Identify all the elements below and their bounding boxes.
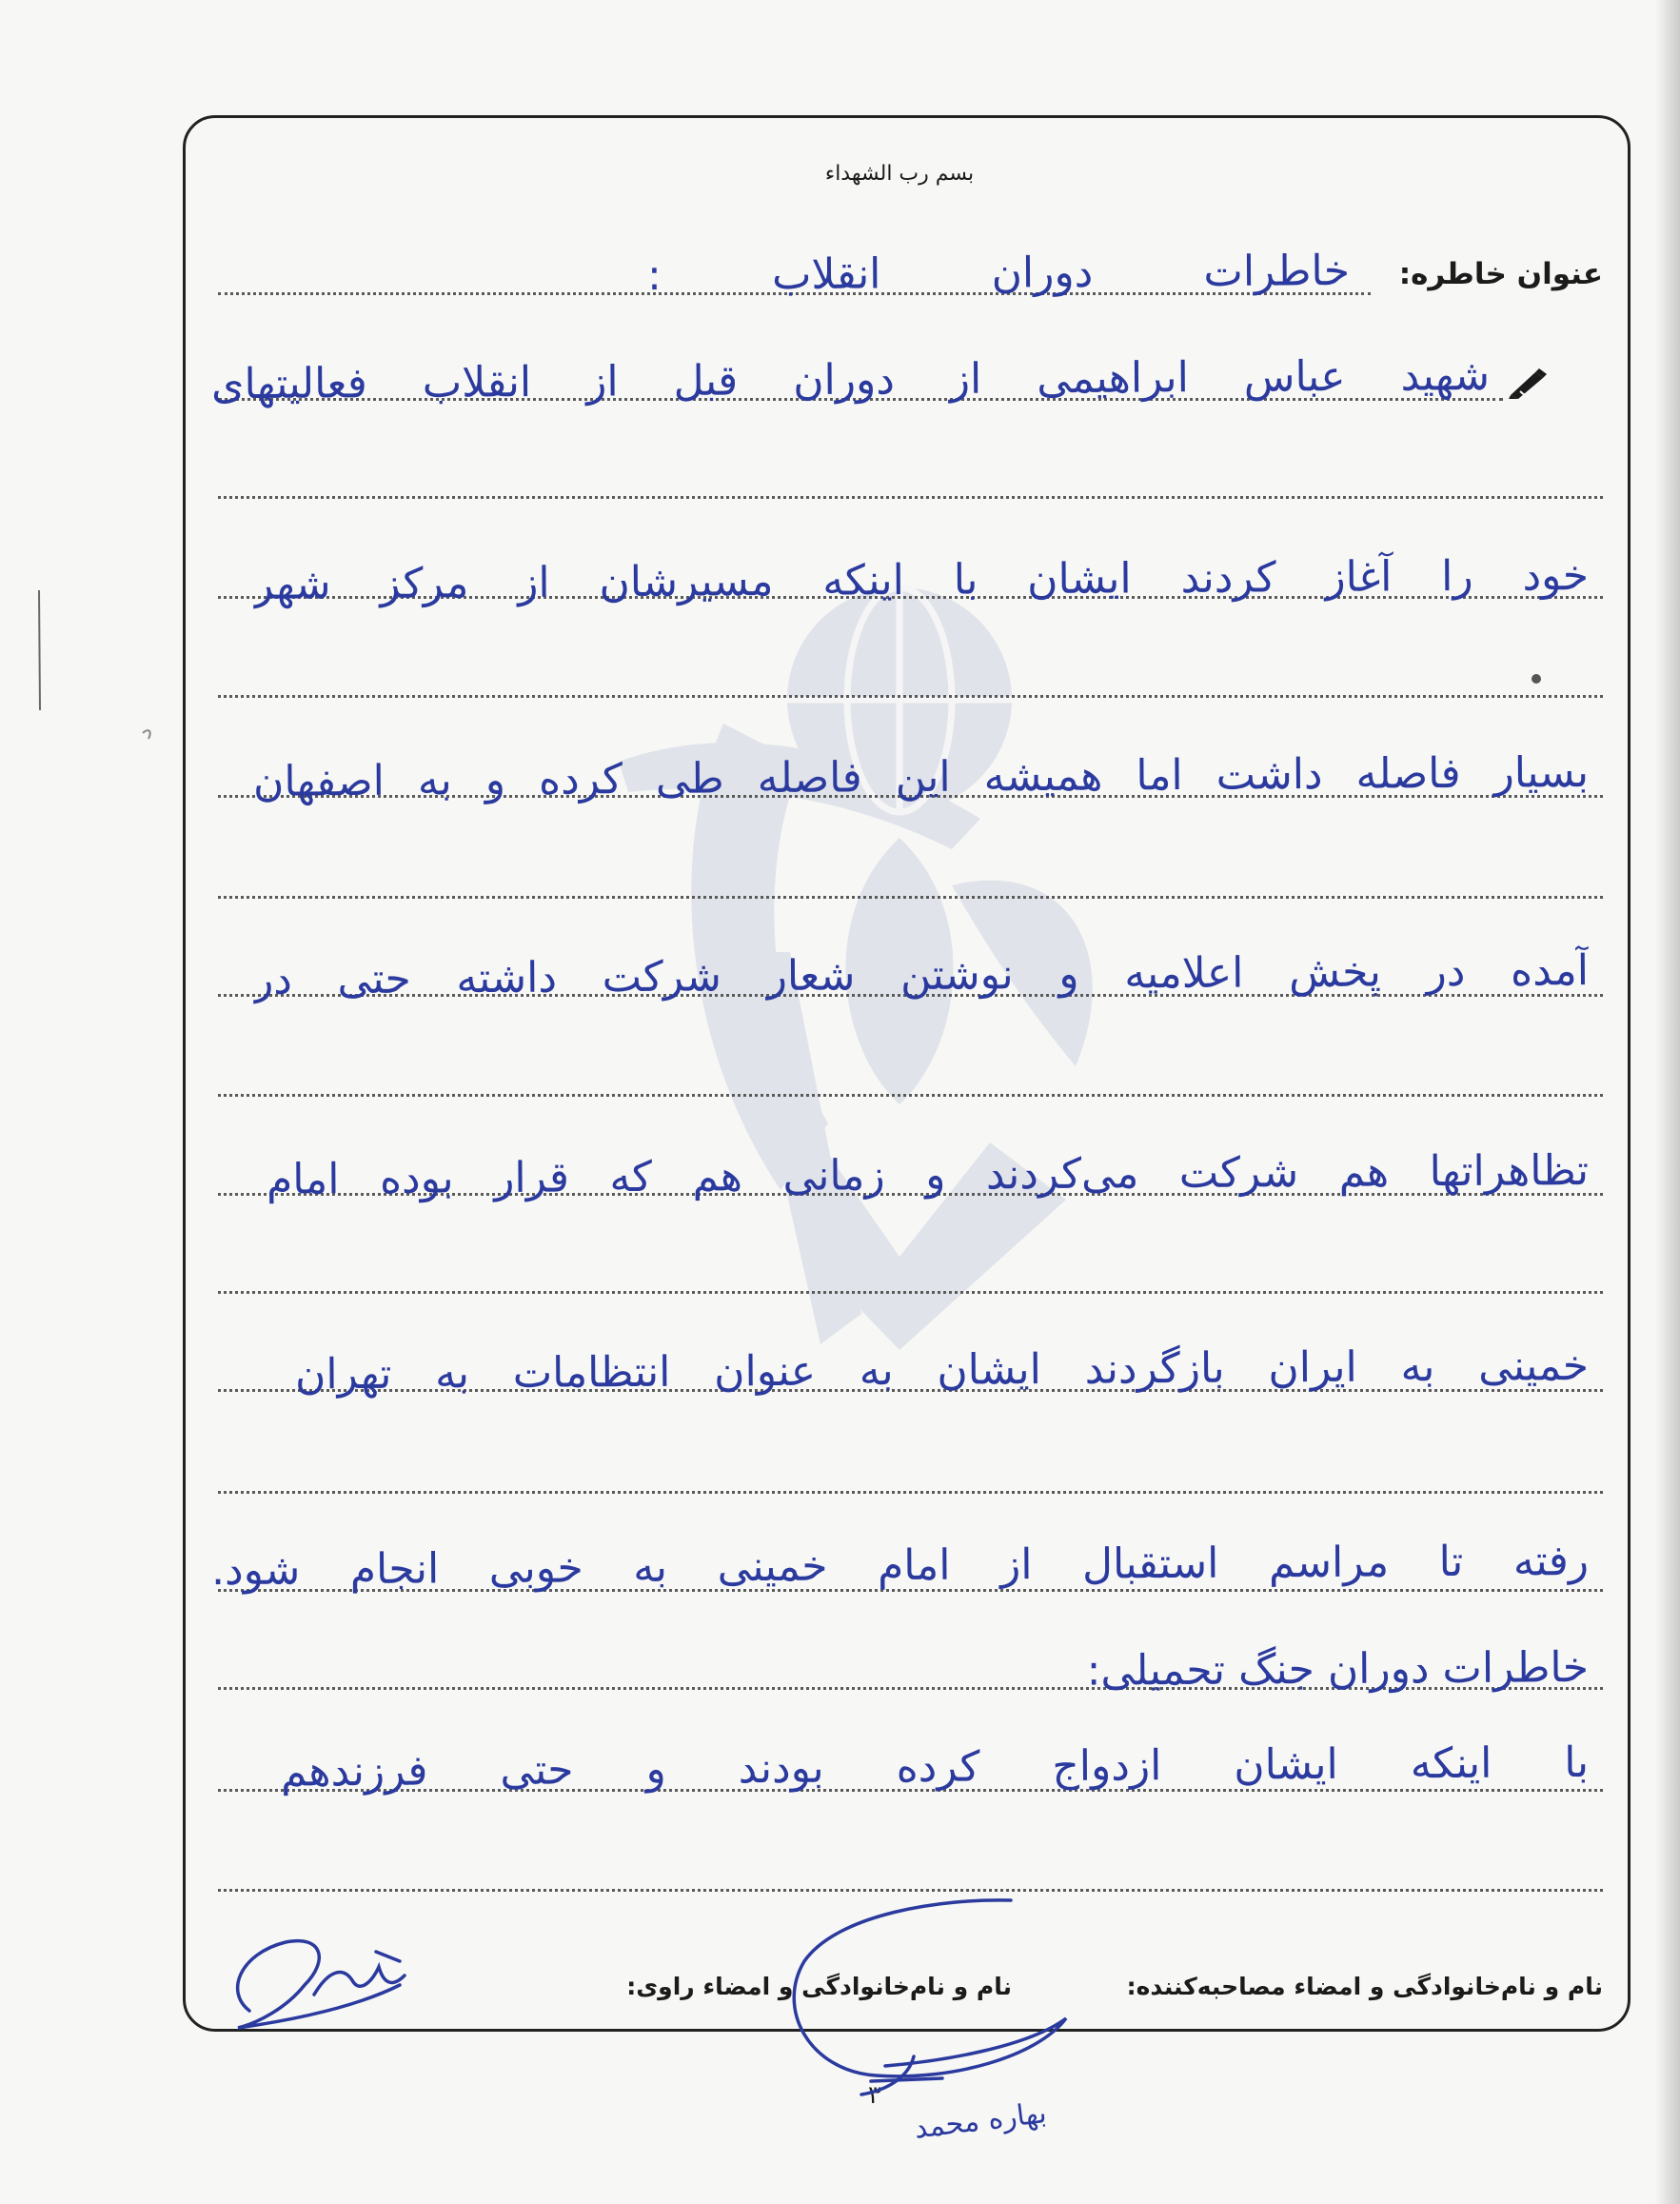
dotted-line [218, 695, 1603, 698]
dotted-line [218, 1491, 1603, 1494]
interviewer-signature-label: نام و نام‌خانوادگی و امضاء مصاحبه‌کننده: [1126, 1973, 1603, 2000]
form-header: بسم رب الشهداء [824, 162, 975, 186]
handwritten-line: آمده در پخش اعلامیه و نوشتن شعار شرکت داشته حتی در [252, 946, 1590, 1004]
handwritten-line: تظاهراتها هم شرکت می‌کردند و زمانی هم که قرار بوده امام [266, 1146, 1590, 1204]
pen-icon [1507, 367, 1549, 401]
handwritten-line: بسیار فاصله داشت اما همیشه این فاصله طی کرده و به اصفهان [252, 748, 1590, 806]
dotted-line [218, 896, 1603, 899]
handwritten-footer-note: بهاره محمد [912, 2095, 1049, 2146]
handwritten-line: شهید عباس ابراهیمی از دوران قبل از انقلاب فعالیتهای [210, 351, 1491, 409]
dotted-line [218, 1889, 1603, 1892]
handwritten-subtitle: خاطرات دوران جنگ تحمیلی: [1086, 1643, 1590, 1696]
handwritten-line: خود را آغاز کردند ایشان با اینکه مسیرشان از مرکز شهر [252, 551, 1590, 609]
handwritten-title: خاطرات دوران انقلاب : [646, 247, 1351, 301]
narrator-signature-label: نام و نام‌خانوادگی و امضاء راوی: [626, 1973, 1012, 2000]
scan-edge-shadow [1655, 0, 1680, 2204]
handwritten-line: خمینی به ایران بازگردند ایشان به عنوان انتظامات به تهران [294, 1341, 1590, 1400]
dotted-line [218, 496, 1603, 499]
page-number: ۳ [868, 2081, 881, 2110]
handwritten-line: با اینکه ایشان ازدواج کرده بودند و حتی فرزندهم [280, 1738, 1590, 1797]
handwritten-line: رفته تا مراسم استقبال از امام خمینی به خوبی انجام شود. [210, 1537, 1590, 1596]
title-label: عنوان خاطره: [1398, 257, 1603, 291]
dotted-line [218, 1094, 1603, 1097]
dotted-line [218, 1291, 1603, 1294]
